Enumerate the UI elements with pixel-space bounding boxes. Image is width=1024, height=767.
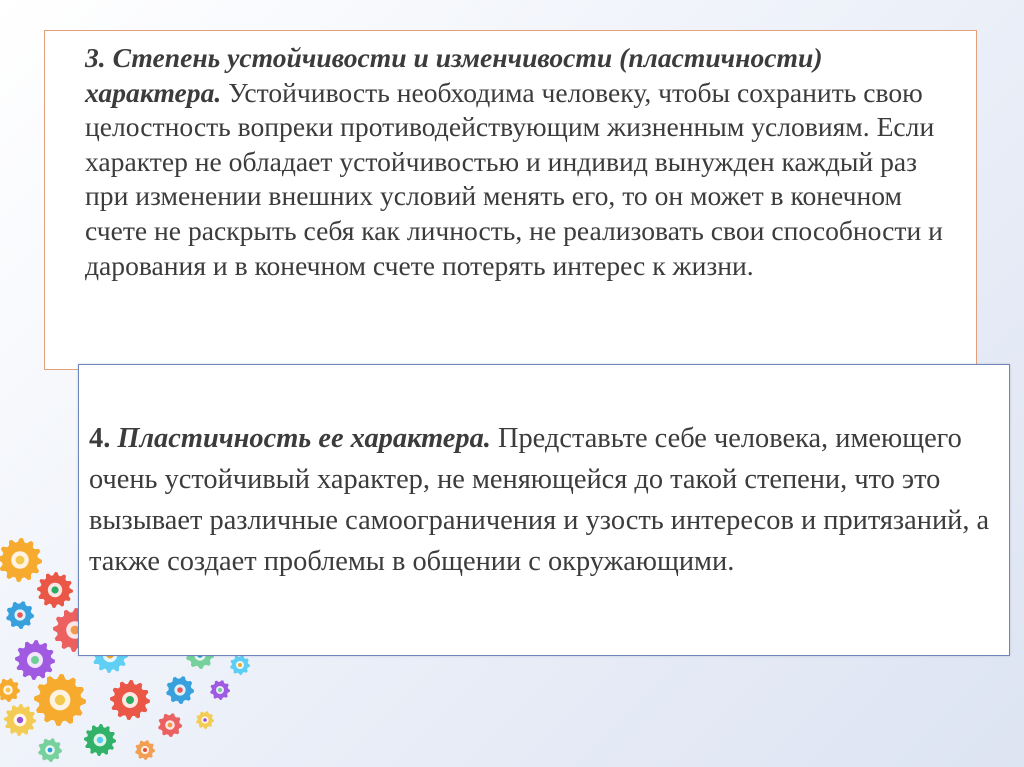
gear-center <box>6 688 11 693</box>
gear-center <box>238 663 242 667</box>
paragraph-plasticity <box>89 418 999 582</box>
heading-plasticity: Пластичность ее характера. <box>117 423 491 454</box>
gear-center <box>51 586 58 593</box>
gear-center <box>143 748 147 752</box>
text-box-stability <box>44 30 977 370</box>
body-stability: Устойчивость необходима человеку, чтобы сохранить свою целостность вопреки противодействующим жизненным условиям. Если характер не обладает устойчивостью и индивид вынужден каждый раз при изменении внешних условий менять его, то он может в конечном счете не раскрыть себя как личность, не реализовать свои способности и дарования и в конечном счете потерять интерес к жизни. <box>85 76 943 281</box>
gear-center <box>97 737 103 743</box>
body-plasticity: Представьте себе человека, имеющего очень устойчивый характер, не меняющейся до такой степени, что это вызывает различные самоограничения и узость интересов и притязаний, а также создает проблемы в общении с окружающими. <box>89 423 990 577</box>
gear-center <box>48 748 53 753</box>
gear-center <box>16 556 25 565</box>
gear-center <box>203 718 207 722</box>
gear-center <box>55 695 65 705</box>
gear-center <box>17 612 23 618</box>
paragraph-stability <box>85 41 965 283</box>
item-number: 4. <box>89 423 111 454</box>
gear-center <box>126 696 134 704</box>
text-box-plasticity <box>78 364 1010 656</box>
gear-center <box>218 688 222 692</box>
gear-center <box>177 687 183 693</box>
heading-stability: 3. Степень устойчивости и изменчивости (пластичности) характера. <box>85 42 823 108</box>
gear-center <box>168 723 173 728</box>
gear-center <box>17 717 23 723</box>
gear-center <box>31 656 39 664</box>
